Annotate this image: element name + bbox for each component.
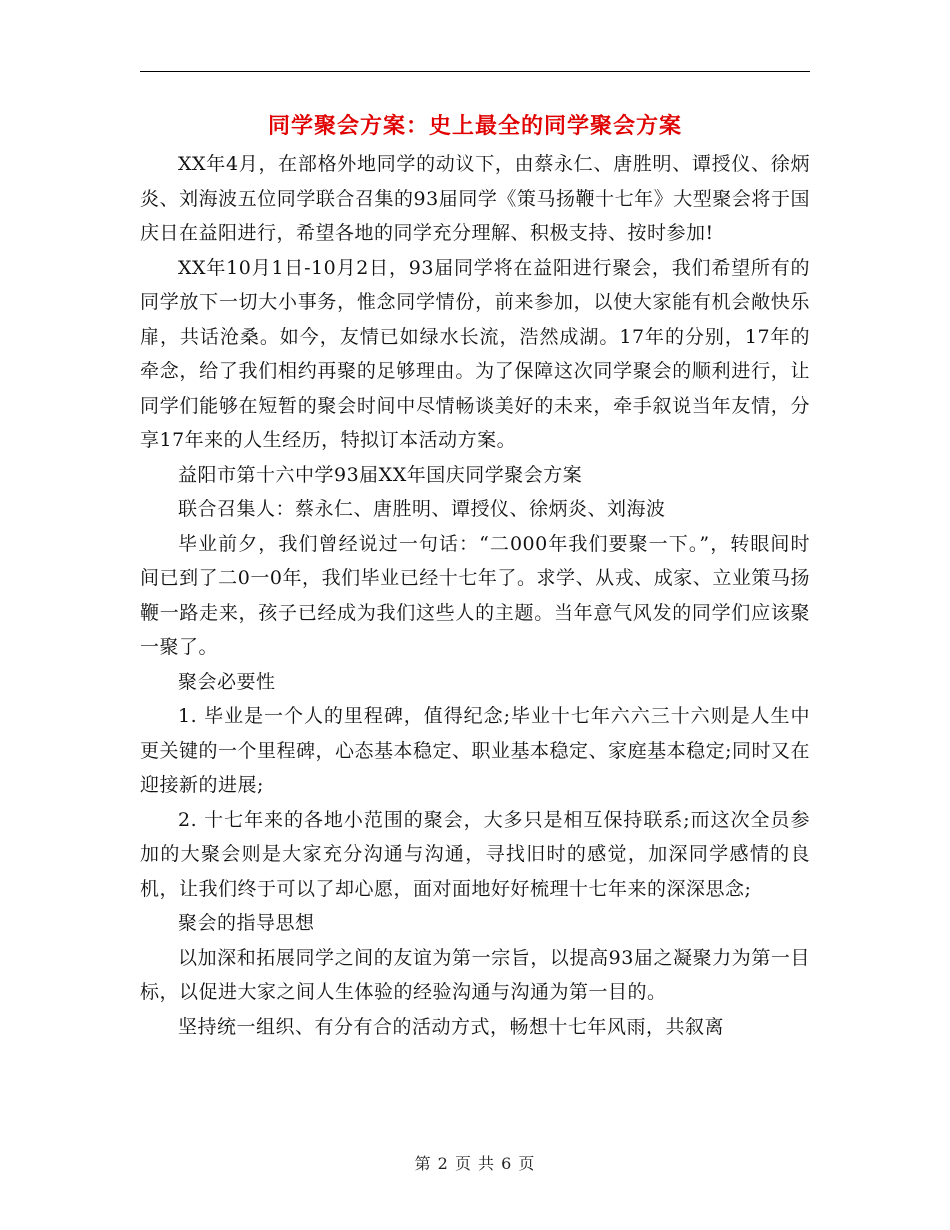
paragraph: 益阳市第十六中学93届XX年国庆同学聚会方案 — [178, 463, 583, 486]
section-heading: 聚会必要性 — [178, 670, 276, 693]
paragraph: XX年10月1日-10月2日，93届同学将在益阳进行聚会，我们希望所有的同学放下一切大小事务，惟念同学情份，前来参加，以使大家能有机会敞快乐扉，共话沧桑。如今，友情已如绿水长流，浩然成湖。17年的分别，17年的牵念，给了我们相约再聚的足够理由。为了保障这次同学聚会的顺利进行，让同学们能够在短暂的聚会时间中尽情畅谈美好的未来，牵手叙说当年友情，分享17年来的人生经历，特拟订本活动方案。 — [140, 256, 810, 451]
paragraph: 1. 毕业是一个人的里程碑，值得纪念;毕业十七年六六三十六则是人生中更关键的一个里程碑，心态基本稳定、职业基本稳定、家庭基本稳定;同时又在迎接新的进展; — [140, 705, 810, 796]
paragraph: 以加深和拓展同学之间的友谊为第一宗旨，以提高93届之凝聚力为第一目标，以促进大家之间人生体验的经验沟通与沟通为第一目的。 — [140, 946, 810, 1003]
header-rule — [140, 71, 810, 72]
paragraph: 联合召集人：蔡永仁、唐胜明、谭授仪、徐炳炎、刘海波 — [178, 498, 666, 520]
section-heading: 聚会的指导思想 — [178, 912, 315, 934]
paragraph: 毕业前夕，我们曾经说过一句话：“二000年我们要聚一下。”，转眼间时间已到了二0一0年，我们毕业已经十七年了。求学、从戎、成家、立业策马扬鞭一路走来，孩子已经成为我们这些人的主题。当年意气风发的同学们应该聚一聚了。 — [140, 532, 810, 658]
paragraph: 坚持统一组织、有分有合的活动方式，畅想十七年风雨，共叙离 — [178, 1015, 725, 1038]
document-title: 同学聚会方案：史上最全的同学聚会方案 — [267, 113, 682, 139]
document-body — [140, 147, 810, 1044]
paragraph: 2. 十七年来的各地小范围的聚会，大多只是相互保持联系;而这次全员参加的大聚会则是大家充分沟通与沟通，寻找旧时的感觉，加深同学感情的良机，让我们终于可以了却心愿，面对面地好好梳理十七年来的深深思念; — [140, 808, 810, 900]
paragraph: XX年4月，在部格外地同学的动议下，由蔡永仁、唐胜明、谭授仪、徐炳炎、刘海波五位同学联合召集的93届同学《策马扬鞭十七年》大型聚会将于国庆日在益阳进行，希望各地的同学充分理解、积极支持、按时参加! — [140, 153, 810, 244]
page-number: 第 2 页 共 6 页 — [414, 1154, 536, 1173]
